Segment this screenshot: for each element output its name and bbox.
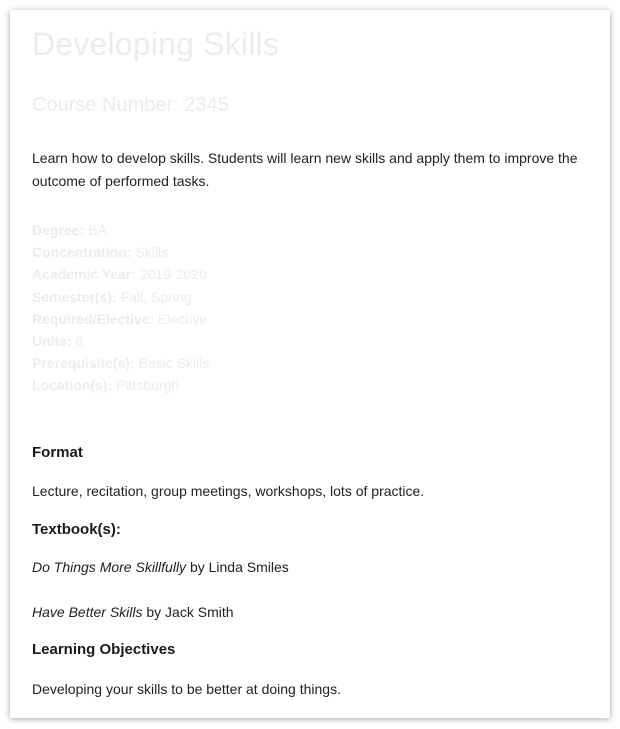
detail-units (32, 330, 209, 352)
textbook-item (32, 559, 289, 575)
detail-degree (32, 219, 209, 241)
detail-key: Location(s): (32, 377, 113, 394)
detail-key: Degree: (32, 222, 85, 238)
objectives-text: Developing your skills to be better at doing things. (32, 681, 341, 697)
detail-locations (32, 374, 209, 396)
course-number: Course Number: 2345 (32, 94, 229, 116)
detail-concentration (32, 241, 209, 263)
detail-value: Basic Skills (138, 355, 210, 372)
detail-key: Required/Elective: (32, 310, 155, 327)
detail-value: Fall, Spring (120, 288, 192, 305)
detail-value: Elective (158, 310, 208, 327)
format-heading: Format (32, 444, 83, 461)
textbook-title: Have Better Skills (32, 604, 143, 620)
textbook-title: Do Things More Skillfully (32, 559, 187, 575)
detail-prerequisites (32, 352, 209, 374)
detail-key: Units: (32, 333, 72, 350)
detail-academic-year (32, 263, 209, 285)
course-title: Developing Skills (32, 26, 280, 62)
detail-key: Concentration: (32, 244, 132, 261)
textbook-author: by Jack Smith (146, 604, 234, 620)
format-text: Lecture, recitation, group meetings, workshops, lots of practice. (32, 483, 425, 499)
course-details-list (32, 219, 209, 397)
course-card (10, 10, 610, 718)
detail-key: Prerequisite(s): (32, 355, 135, 372)
detail-value: 6 (75, 333, 84, 350)
detail-key: Semester(s): (32, 288, 117, 305)
textbook-author: by Linda Smiles (189, 559, 289, 575)
detail-value: Pittsburgh (116, 377, 180, 394)
detail-value: 2019-2020 (139, 266, 207, 283)
detail-value: BA (88, 222, 107, 238)
textbook-item (32, 604, 234, 620)
detail-semesters (32, 286, 209, 308)
detail-required-elective (32, 308, 209, 330)
textbooks-heading: Textbook(s): (32, 521, 121, 538)
course-description: Learn how to develop skills. Students will learn new skills and apply them to improve the outcome of performed tasks. (32, 150, 578, 189)
objectives-heading: Learning Objectives (32, 641, 176, 658)
detail-key: Academic Year: (32, 266, 137, 283)
detail-value: Skills (135, 244, 169, 261)
